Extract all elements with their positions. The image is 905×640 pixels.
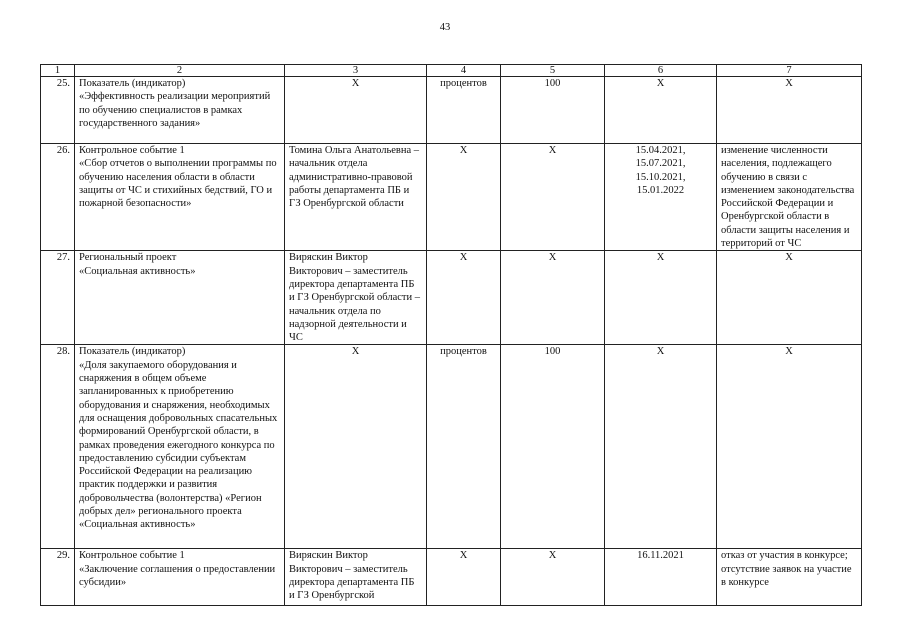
row-value: Х	[501, 251, 605, 345]
page-number: 43	[439, 22, 451, 33]
row-number: 27.	[41, 251, 75, 345]
row-note: Х	[717, 345, 862, 549]
row-unit: Х	[427, 251, 501, 345]
row-date: Х	[605, 251, 717, 345]
row-note: изменение численности населения, подлежащего обучению в связи с изменением законодательства Российской Федерации и Оренбургской области в области защиты населения и территорий от ЧС	[717, 144, 862, 251]
row-name: Показатель (индикатор) «Доля закупаемого оборудования и снаряжения в общем объеме запланированных к приобретению оборудования и снаряжения, необходимых для оснащения добровольных спасательных формирований Оренбургской области, в рамках проведения ежегодного конкурса по предоставлению субсидии субъектам Российской Федерации на реализацию практик поддержки и развития добровольчества (волонтерства) «Регион добрых дел» регионального проекта «Социальная активность»	[75, 345, 285, 549]
row-date: 16.11.2021	[605, 549, 717, 606]
header-cell: 4	[427, 65, 501, 77]
row-note: Х	[717, 77, 862, 144]
row-number: 25.	[41, 77, 75, 144]
table-row	[41, 345, 862, 549]
table-row	[41, 144, 862, 251]
row-value: 100	[501, 345, 605, 549]
row-value: Х	[501, 549, 605, 606]
row-unit: Х	[427, 549, 501, 606]
row-value: Х	[501, 144, 605, 251]
header-cell: 7	[717, 65, 862, 77]
table-header-row	[41, 65, 862, 77]
row-unit: процентов	[427, 77, 501, 144]
row-responsible: Томина Ольга Анатольевна – начальник отдела административно-правовой работы департамента ПБ и ГЗ Оренбургской области	[285, 144, 427, 251]
row-unit: процентов	[427, 345, 501, 549]
table-row	[41, 251, 862, 345]
row-responsible: Виряскин Виктор Викторович – заместитель директора департамента ПБ и ГЗ Оренбургской области – начальник отдела по надзорной деятельности и ЧС	[285, 251, 427, 345]
plan-table	[40, 64, 862, 606]
row-number: 29.	[41, 549, 75, 606]
row-responsible: Виряскин Виктор Викторович – заместитель директора департамента ПБ и ГЗ Оренбургской	[285, 549, 427, 606]
table-row	[41, 549, 862, 606]
row-unit: Х	[427, 144, 501, 251]
row-date: Х	[605, 345, 717, 549]
header-cell: 6	[605, 65, 717, 77]
header-cell: 2	[75, 65, 285, 77]
header-cell: 5	[501, 65, 605, 77]
row-name: Региональный проект «Социальная активность»	[75, 251, 285, 345]
header-cell: 3	[285, 65, 427, 77]
row-date: Х	[605, 77, 717, 144]
header-cell: 1	[41, 65, 75, 77]
row-note: отказ от участия в конкурсе; отсутствие заявок на участие в конкурсе	[717, 549, 862, 606]
row-value: 100	[501, 77, 605, 144]
row-number: 28.	[41, 345, 75, 549]
row-name: Показатель (индикатор) «Эффективность реализации мероприятий по обучению специалистов в рамках государственного задания»	[75, 77, 285, 144]
row-responsible: Х	[285, 345, 427, 549]
row-note: Х	[717, 251, 862, 345]
row-name: Контрольное событие 1 «Заключение соглашения о предоставлении субсидии»	[75, 549, 285, 606]
table-row	[41, 77, 862, 144]
row-name: Контрольное событие 1 «Сбор отчетов о выполнении программы по обучению населения области в области защиты от ЧС и стихийных бедствий, ГО и пожарной безопасности»	[75, 144, 285, 251]
row-responsible: Х	[285, 77, 427, 144]
row-date: 15.04.2021, 15.07.2021, 15.10.2021, 15.01.2022	[605, 144, 717, 251]
row-number: 26.	[41, 144, 75, 251]
